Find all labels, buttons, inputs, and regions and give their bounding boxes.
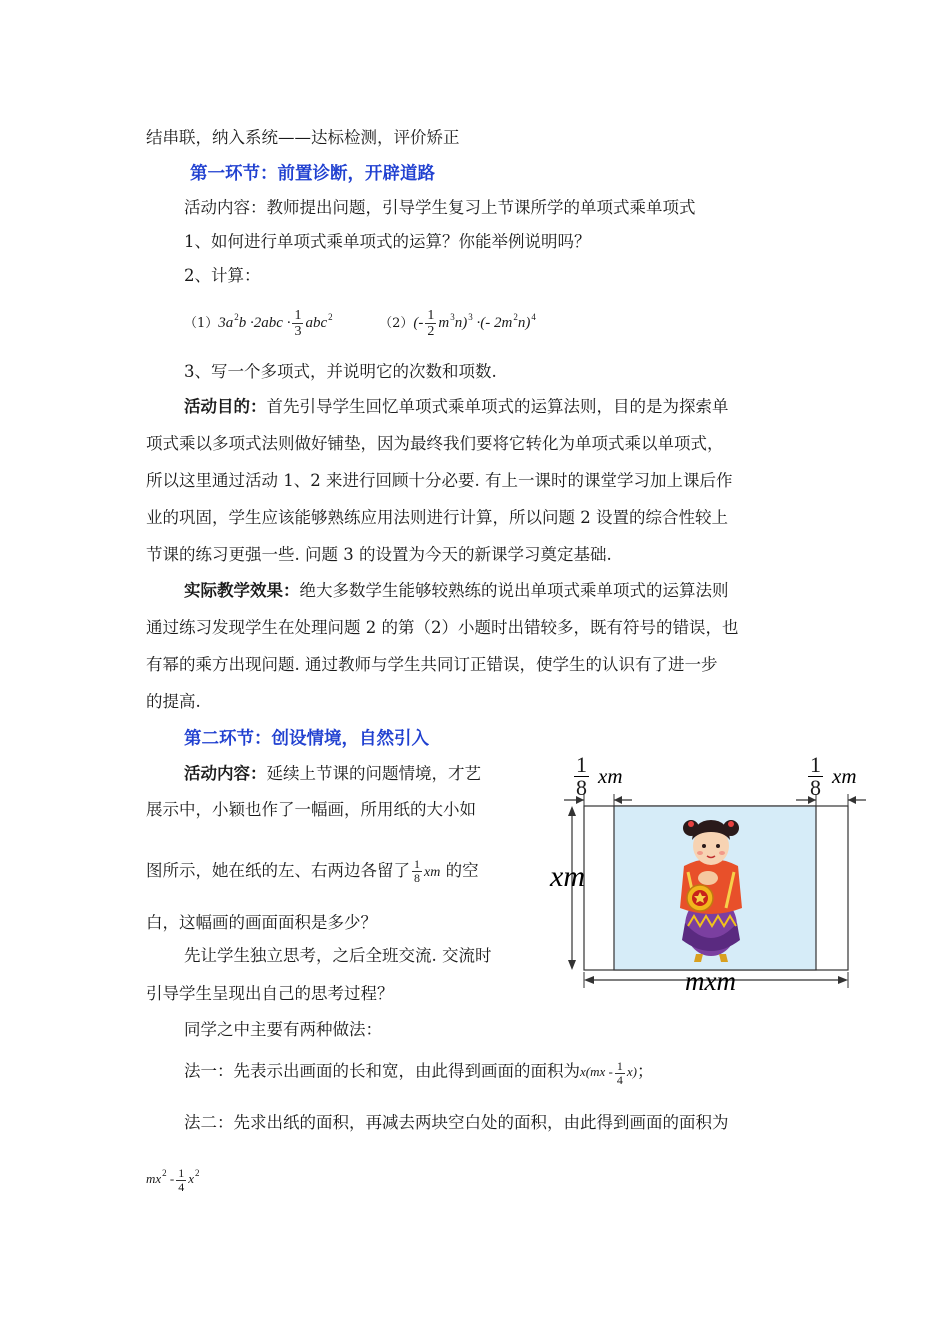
purpose-line-3: 所以这里通过活动 1、2 来进行回顾十分必要. 有上一课时的课堂学习加上课后作 [146, 471, 733, 490]
width-label: mxm [685, 966, 736, 996]
left-margin-unit: xm [598, 764, 623, 788]
sec2-activity-line-4: 白，这幅画的画面面积是多少？ [146, 913, 377, 932]
purpose-label: 活动目的： [184, 397, 267, 416]
effect-line-3: 有幂的乘方出现问题. 通过教师与学生共同订正错误，使学生的认识有了进一步 [146, 655, 718, 674]
section1-activity: 活动内容：教师提出问题，引导学生复习上节课所学的单项式乘单项式 [184, 198, 696, 217]
sec2-activity-line-1: 活动内容：延续上节课的问题情境，才艺 [184, 764, 481, 783]
question-3: 3、写一个多项式，并说明它的次数和项数. [184, 362, 497, 381]
effect-line-4: 的提高. [146, 692, 201, 711]
height-label: xm [550, 860, 585, 893]
sec2-activity-line-2: 展示中，小颖也作了一幅画，所用纸的大小如 [146, 800, 476, 819]
calc2-label: （2） [379, 316, 414, 331]
purpose-line-2: 项式乘以多项式法则做好铺垫，因为最终我们要将它转化为单项式乘以单项式， [146, 434, 724, 453]
calc-expressions [184, 306, 536, 346]
paragraph-top: 结串联，纳入系统——达标检测，评价矫正 [146, 128, 460, 147]
calc1-expression: $3a^2b \cdot 2abc$ · $\frac{1}{3}$ abc$^2$ [218, 308, 333, 340]
question-2: 2、计算： [184, 266, 261, 285]
think-line-2: 引导学生呈现出自己的思考过程？ [146, 984, 394, 1003]
method-1: 法一：先表示出画面的长和宽，由此得到画面的面积为x(mx - $\frac{1}{4}$ x)； [184, 1059, 654, 1087]
effect-line-1: 实际教学效果：绝大多数学生能够较熟练的说出单项式乘单项式的运算法则 [184, 581, 729, 600]
method-2-expression: $mx^2$ - $\frac{1}{4}$ $x^2$ [146, 1165, 200, 1194]
left-margin-fraction: $\frac{1}{8}$ [576, 752, 587, 800]
effect-label: 实际教学效果： [184, 581, 300, 600]
think-line-1: 先让学生独立思考，之后全班交流. 交流时 [184, 946, 492, 965]
paper-figure [548, 748, 878, 998]
right-margin-fraction: $\frac{1}{8}$ [810, 752, 821, 800]
section1-heading: 第一环节：前置诊断，开辟道路 [190, 164, 435, 184]
sec2-activity-line-3: 图所示，她在纸的左、右两边各留了 $\frac{1}{8}$ xm 的空 [146, 857, 479, 885]
calc1-label: （1） [184, 316, 219, 331]
effect-line-2: 通过练习发现学生在处理问题 2 的第（2）小题时出错较多，既有符号的错误，也 [146, 618, 739, 637]
method-2: 法二：先求出纸的面积，再减去两块空白处的面积，由此得到画面的面积为 [184, 1113, 729, 1132]
section2-heading: 第二环节：创设情境，自然引入 [184, 729, 429, 749]
calc2-expression: (- $\frac{1}{2}$ $m^3n)^3$ ·(- $2m^2n)^4$ [413, 308, 536, 340]
methods-intro: 同学之中主要有两种做法： [184, 1020, 382, 1039]
purpose-line-4: 业的巩固，学生应该能够熟练应用法则进行计算，所以问题 2 设置的综合性较上 [146, 508, 728, 527]
sec2-activity-label: 活动内容： [184, 764, 267, 783]
purpose-line-5: 节课的练习更强一些. 问题 3 的设置为今天的新课学习奠定基础. [146, 545, 612, 564]
question-1: 1、如何进行单项式乘单项式的运算？你能举例说明吗？ [184, 232, 591, 251]
purpose-line-1: 活动目的：首先引导学生回忆单项式乘单项式的运算法则，目的是为探索单 [184, 397, 729, 416]
right-margin-unit: xm [832, 764, 857, 788]
